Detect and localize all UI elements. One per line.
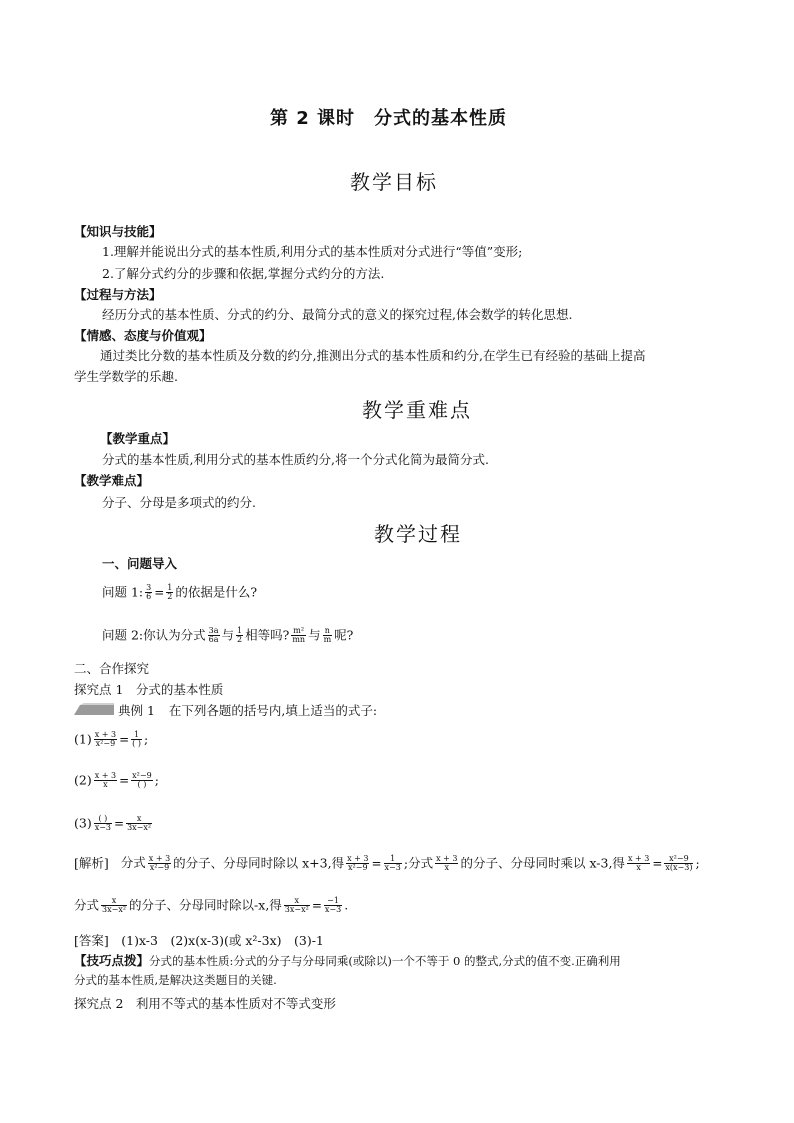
example-banner-icon [74,703,114,715]
knowledge-heading: 【知识与技能】 [74,224,162,239]
question-1-prefix: 问题 1: [102,584,144,600]
example-label: 典例 1 [118,703,155,718]
exercise-item-1: (1) $\frac{x + 3}{\text{x²−9}}$ = $\frac{1}{( )}$ ; [74,730,149,749]
explore-2-heading: 探究点 2 利用不等式的基本性质对不等式变形 [74,996,336,1011]
part-1-heading: 一、问题导入 [102,556,178,571]
fraction-n-m: $\frac{n}{m}$ [323,626,332,645]
knowledge-item-2: 2.了解分式约分的步骤和依据,掌握分式约分的方法. [102,266,385,281]
difficulty-item-1: 分子、分母是多项式的约分. [102,495,256,510]
question-1-suffix: 的依据是什么? [175,584,258,600]
fraction-1-2: $\frac{1}{2}$ [167,583,173,602]
part-2-heading: 二、合作探究 [74,661,150,676]
tip-line-1: 【技巧点拨】分式的基本性质:分式的分子与分母同乘(或除以)一个不等于 0 的整式,分式的值不变.正确利用 [74,953,621,968]
exercise-item-2: (2) $\frac{x + 3}{x}$ = $\frac{\text{x²−9}}{( )}$ ; [74,771,159,790]
fraction-1-2b: $\frac{1}{2}$ [237,626,243,645]
explore-1-heading: 探究点 1 分式的基本性质 [74,682,224,697]
tip-line-2: 分式的基本性质,是解决这类题目的关键. [74,973,277,987]
answer-line: [答案] (1)x-3 (2)x(x-3)(或 x²-3x) (3)-1 [74,933,324,948]
difficulty-heading: 【教学难点】 [74,473,150,488]
page-title: 第 2 课时 分式的基本性质 [270,108,508,129]
analysis-line-1: [解析] 分式 $\frac{x + 3}{\text{x²−9}}$ 的分子、分母同时除以 x+3,得 $\frac{x + 3}{\text{x²−9}}$ = $\frac{1}{x-3}$ ;分式 $\frac{x + 3}{x}$ 的分子、分母同时乘以 x-3,得 $\frac{x + 3}{x}$ = $\frac{\text{x²−9}}{x(x-3)}$ ; [74,854,700,873]
exercise-item-3: (3) $\frac{( )}{x-3}$ = $\frac{x}{\text{3x−x²}}$ [74,814,152,833]
key-heading: 【教学重点】 [100,431,176,446]
fraction-3a-6a: $\frac{3a}{6a}$ [208,626,219,645]
section-heading-process: 教学过程 [374,522,462,546]
emotion-item-line-1: 通过类比分数的基本性质及分数的约分,推测出分式的基本性质和约分,在学生已有经验的基础上提高 [100,348,646,363]
fraction-m2-mn: $\frac{\text{m²}}{mn}$ [292,626,306,645]
example-1 [118,703,377,718]
process-item-1: 经历分式的基本性质、分式的约分、最简分式的意义的探究过程,体会数学的转化思想. [102,307,573,322]
fraction-3-6: $\frac{3}{6}$ [146,583,152,602]
key-item-1: 分式的基本性质,利用分式的基本性质约分,将一个分式化简为最简分式. [102,452,489,467]
question-2: 问题 2:你认为分式 $\frac{3a}{6a}$ 与 $\frac{1}{2}$ 相等吗? $\frac{\text{m²}}{mn}$ 与 $\frac{n}{m}$ 呢? [102,626,354,645]
emotion-item-line-2: 学生学数学的乐趣. [74,369,178,384]
section-heading-goals: 教学目标 [350,170,438,194]
analysis-line-2: 分式 $\frac{x}{\text{3x−x²}}$ 的分子、分母同时除以-x,得 $\frac{x}{\text{3x−x²}}$ = $\frac{-1}{x-3}$ . [74,896,349,915]
emotion-heading: 【情感、态度与价值观】 [74,328,212,343]
question-1: 问题 1: $\frac{3}{6}$ = $\frac{1}{2}$ 的依据是什么? [102,583,258,602]
section-heading-keypoints: 教学重难点 [362,398,472,422]
example-text: 在下列各题的括号内,填上适当的式子: [168,703,378,718]
knowledge-item-1: 1.理解并能说出分式的基本性质,利用分式的基本性质对分式进行“等值”变形; [102,244,523,259]
process-heading: 【过程与方法】 [74,287,162,302]
